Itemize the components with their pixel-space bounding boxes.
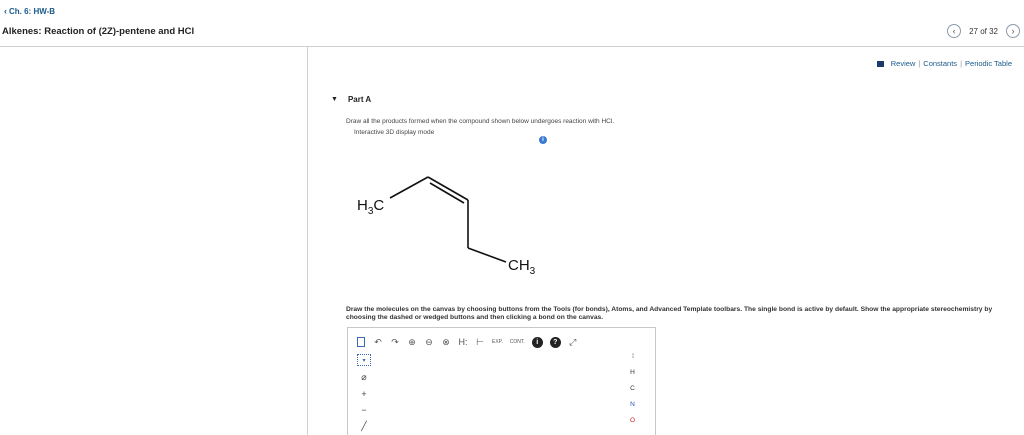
undo-button[interactable] xyxy=(373,336,383,348)
pager xyxy=(947,24,1020,38)
redo-button[interactable] xyxy=(390,336,400,348)
caret-down-icon: ▼ xyxy=(331,96,338,103)
editor-toolbar xyxy=(356,336,578,348)
link-separator: | xyxy=(918,59,921,68)
constants-link[interactable]: Constants xyxy=(923,59,958,68)
periodic-table-link[interactable]: Periodic Table xyxy=(965,59,1012,68)
drawing-editor[interactable] xyxy=(347,327,656,435)
atom-h-button[interactable]: H xyxy=(630,369,635,376)
pager-count: 27 of 32 xyxy=(969,26,998,36)
negative-charge-button[interactable]: − xyxy=(361,405,367,415)
help-button[interactable]: ? xyxy=(550,337,561,348)
header-divider xyxy=(0,46,1024,47)
stereo-button[interactable] xyxy=(475,336,485,348)
positive-charge-button[interactable]: + xyxy=(361,389,367,399)
redo-icon: ↷ xyxy=(391,336,399,347)
expand-arrows-icon: ⤢ xyxy=(569,336,577,347)
single-bond-icon[interactable]: ╱ xyxy=(361,421,367,431)
stereo-icon: ⊢ xyxy=(476,336,484,347)
review-link[interactable]: Review xyxy=(890,59,916,68)
ch3-label: $CH_3$ xyxy=(508,257,536,277)
hydrogen-toggle-button[interactable]: H: xyxy=(458,337,468,347)
previous-button[interactable] xyxy=(947,24,961,38)
chevron-left-icon: ‹ xyxy=(4,6,7,16)
part-a-toggle[interactable] xyxy=(331,95,371,104)
undo-icon: ↶ xyxy=(374,336,382,347)
double-bond-outer xyxy=(428,177,468,200)
book-icon xyxy=(877,61,884,67)
display-mode-label[interactable]: Interactive 3D display mode xyxy=(354,129,435,136)
atom-o-button[interactable]: O xyxy=(630,417,636,424)
info-circle-icon[interactable]: i xyxy=(532,337,543,348)
next-button[interactable] xyxy=(1006,24,1020,38)
instructions-text: Draw the molecules on the canvas by choosing buttons from the Tools (for bonds), Atoms, and Advanced Template toolbars. The single bond is active by default. Show the appropriate stereochemistry by choosing the dashed or wedged buttons and then clicking a bond on the canvas. xyxy=(346,306,993,321)
chevron-right-icon: › xyxy=(1011,26,1015,36)
left-toolbar xyxy=(356,354,372,432)
zoom-out-button[interactable] xyxy=(424,336,434,348)
zoom-fit-icon: ⊗ xyxy=(442,336,450,347)
expand-button[interactable]: EXP. xyxy=(492,339,503,345)
h3c-label: $H_3C$ xyxy=(357,197,385,217)
double-bond-inner xyxy=(430,183,464,203)
molecule-structure xyxy=(340,160,580,285)
selection-tool-icon[interactable]: ▾ xyxy=(357,354,371,366)
grid-icon[interactable]: ⁞⁞ xyxy=(631,354,634,360)
resource-links xyxy=(877,59,1012,68)
fullscreen-button[interactable] xyxy=(568,336,578,348)
zoom-in-icon: ⊕ xyxy=(408,336,416,347)
atom-toolbar xyxy=(630,354,635,424)
part-label: Part A xyxy=(347,95,372,104)
chevron-left-icon: ‹ xyxy=(952,26,956,36)
info-icon[interactable]: i xyxy=(539,136,547,144)
bond-c4-c5 xyxy=(468,248,506,262)
zoom-out-icon: ⊖ xyxy=(425,336,433,347)
eraser-icon[interactable]: ⌀ xyxy=(361,372,367,382)
column-divider xyxy=(307,46,308,435)
question-text: Draw all the products formed when the compound shown below undergoes reaction with HCl. xyxy=(346,118,615,125)
contract-button[interactable]: CONT. xyxy=(509,339,525,345)
page-icon xyxy=(357,337,365,347)
bond-ch3-c2 xyxy=(390,177,428,198)
link-separator: | xyxy=(960,59,963,68)
atom-n-button[interactable]: N xyxy=(630,401,635,408)
breadcrumb[interactable] xyxy=(4,6,55,16)
page-title: Alkenes: Reaction of (2Z)-pentene and HCl xyxy=(2,26,195,37)
zoom-in-button[interactable] xyxy=(407,336,417,348)
new-page-button[interactable] xyxy=(356,336,366,348)
breadcrumb-label[interactable]: Ch. 6: HW-B xyxy=(9,6,56,16)
zoom-fit-button[interactable] xyxy=(441,336,451,348)
atom-c-button[interactable]: C xyxy=(630,385,635,392)
